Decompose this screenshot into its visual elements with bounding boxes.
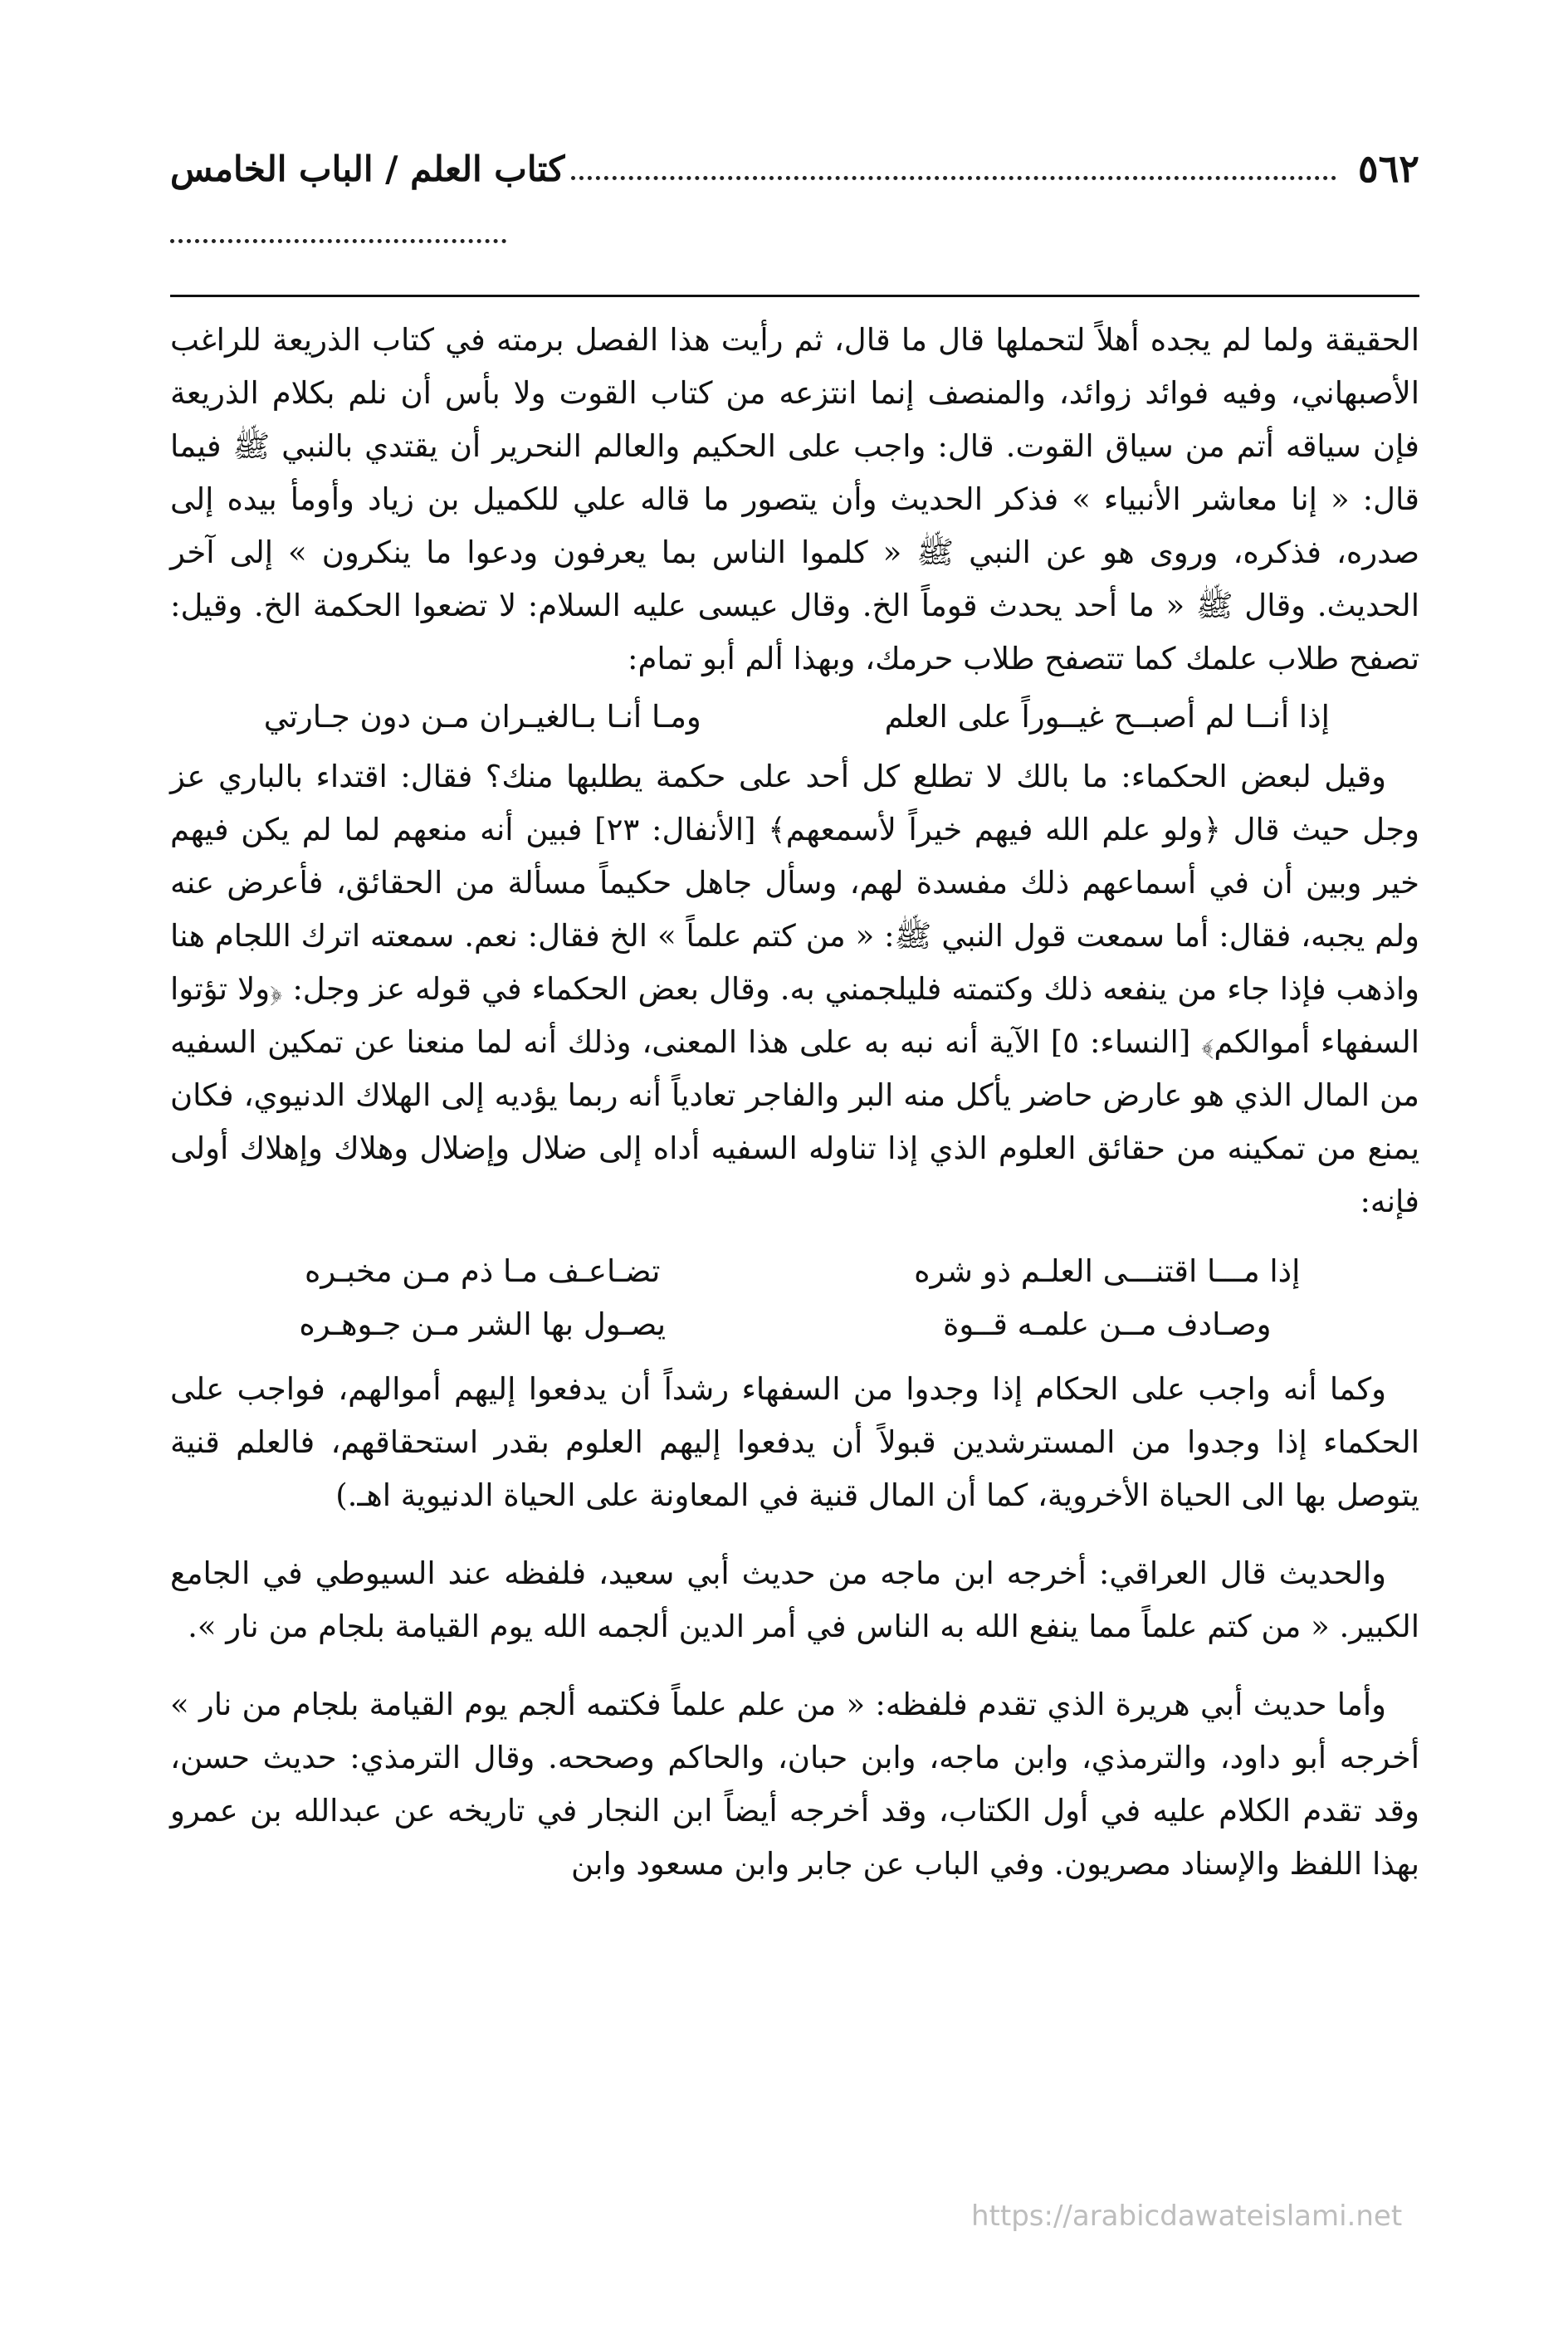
footnote-dotted-separator [170, 239, 506, 243]
poem-verse [170, 691, 1419, 744]
poem-verse-block [170, 691, 1419, 744]
poem-verse-block [170, 1245, 1419, 1351]
page-number: ٥٦٢ [1357, 146, 1419, 191]
verse-first-hemistich: إذا أنــا لم أصبــح غيــوراً على العلم [884, 699, 1330, 735]
page-body [170, 314, 1419, 1891]
verse-second-hemistich: تضـاعـف مـا ذم مـن مخبـره [305, 1253, 661, 1289]
paragraph: وأما حديث أبي هريرة الذي تقدم فلفظه: « من علم علماً فكتمه ألجم يوم القيامة بلجام من نار » أخرجه أبو داود، والترمذي، وابن ماجه، وابن حبان، والحاكم وصححه. وقال الترمذي: حديث حسن، وقد تقدم الكلام عليه في أول الكتاب، وقد أخرجه أيضاً ابن النجار في تاريخه عن عبدالله بن عمرو بهذا اللفظ والإسناد مصريون. وفي الباب عن جابر وابن مسعود وابن [170, 1687, 1419, 1882]
paragraph: وكما أنه واجب على الحكام إذا وجدوا من السفهاء رشداً أن يدفعوا إليهم أموالهم، فواجب على الحكماء إذا وجدوا من المسترشدين قبولاً أن يدفعوا إليهم العلوم بقدر استحقاقهم، فالعلم قنية يتوصل بها الى الحياة الأخروية، كما أن المال قنية في المعاونة على الحياة الدنيوية اهـ.) [170, 1371, 1419, 1513]
chapter-title: كتاب العلم / الباب الخامس [170, 148, 565, 189]
poem-verse [170, 1245, 1419, 1298]
verse-second-hemistich: يصـول بها الشر مـن جـوهـره [299, 1306, 667, 1342]
verse-first-hemistich: وصـادف مــن علمـه قــوة [943, 1306, 1272, 1342]
paragraph: والحديث قال العراقي: أخرجه ابن ماجه من حديث أبي سعيد، فلفظه عند السيوطي في الجامع الكبير. « من كتم علماً مما ينفع الله به الناس في أمر الدين ألجمه الله يوم القيامة بلجام من نار ». [170, 1555, 1419, 1644]
poem-verse [170, 1298, 1419, 1351]
verse-second-hemistich: ومـا أنـا بـالغيـران مـن دون جـارتي [263, 699, 701, 735]
header-dotted-leader [571, 176, 1336, 180]
paragraph: وقيل لبعض الحكماء: ما بالك لا تطلع كل أحد على حكمة يطلبها منك؟ فقال: اقتداء بالباري عز وجل حيث قال ﴿ولو علم الله فيهم خيراً لأسمعهم﴾ [الأنفال: ٢٣] فبين أنه منعهم لما لم يكن فيهم خير وبين أن في أسماعهم ذلك مفسدة لهم، وسأل جاهل حكيماً مسألة من الحقائق، فأعرض عنه ولم يجبه، فقال: أما سمعت قول النبي ﷺ: « من كتم علماً » الخ فقال: نعم. سمعته اترك اللجام هنا واذهب فإذا جاء من ينفعه ذلك وكتمته فليلجمني به. وقال بعض الحكماء في قوله عز وجل: ﴿ولا تؤتوا السفهاء أموالكم﴾ [النساء: ٥] الآية أنه نبه به على هذا المعنى، وذلك أنه لما منعنا عن تمكين السفيه من المال الذي هو عارض حاضر يأكل منه البر والفاجر تعادياً أنه ربما يؤديه إلى الهلاك الدنيوي، فكان يمنع من تمكينه من حقائق العلوم الذي إذا تناوله السفيه أداه إلى ضلال وإضلال وهلاك وإهلاك أولى فإنه: [170, 759, 1420, 1219]
watermark-url: https://arabicdawateislami.net [971, 2200, 1403, 2233]
verse-first-hemistich: إذا مـــا اقتنـــى العلـم ذو شره [914, 1253, 1301, 1289]
running-header [170, 139, 1419, 198]
header-rule [170, 295, 1419, 297]
paragraph: الحقيقة ولما لم يجده أهلاً لتحملها قال ما قال، ثم رأيت هذا الفصل برمته في كتاب الذريعة للراغب الأصبهاني، وفيه فوائد زوائد، والمنصف إنما انتزعه من كتاب القوت ولا بأس أن نلم بكلام الذريعة فإن سياقه أتم من سياق القوت. قال: واجب على الحكيم والعالم النحرير أن يقتدي بالنبي ﷺ فيما قال: « إنا معاشر الأنبياء » فذكر الحديث وأن يتصور ما قاله علي للكميل بن زياد وأومأ بيده إلى صدره، فذكره، وروى هو عن النبي ﷺ « كلموا الناس بما يعرفون ودعوا ما ينكرون » إلى آخر الحديث. وقال ﷺ « ما أحد يحدث قوماً الخ. وقال عيسى عليه السلام: لا تضعوا الحكمة الخ. وقيل: تصفح طلاب علمك كما تتصفح طلاب حرمك، وبهذا ألم أبو تمام: [170, 322, 1419, 676]
